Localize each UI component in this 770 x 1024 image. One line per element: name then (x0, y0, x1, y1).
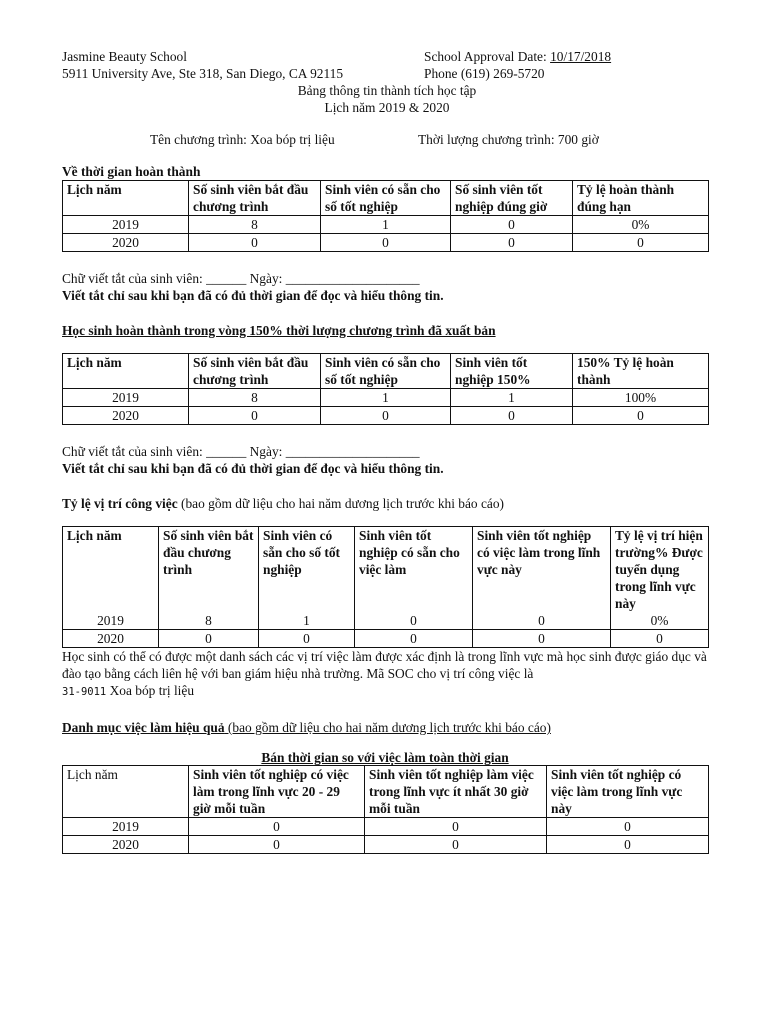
header-cell: Tỷ lệ vị trí hiện trường% Được tuyển dụng trong lĩnh vực này (611, 527, 709, 613)
year-cell: 2020 (63, 630, 159, 648)
year-cell: 2019 (63, 612, 159, 630)
value-cell: 0% (611, 612, 709, 630)
header-cell: Sinh viên tốt nghiệp có việc làm trong lĩnh vực này (473, 527, 611, 613)
gainful-header-row (63, 766, 709, 818)
header-cell: Số sinh viên bắt đầu chương trình (189, 354, 321, 389)
document-page (62, 48, 712, 854)
soc-name: Xoa bóp trị liệu (106, 683, 195, 698)
value-cell: 0 (451, 234, 573, 252)
value-cell: 0 (189, 818, 365, 836)
gainful-group-header: Bán thời gian so với việc làm toàn thời gian (261, 750, 509, 765)
value-cell: 8 (189, 389, 321, 407)
placement-table (62, 526, 709, 648)
value-cell: 0 (355, 612, 473, 630)
value-cell: 0 (451, 407, 573, 425)
placement-title-text: Tỷ lệ vị trí công việc (62, 496, 178, 511)
header-cell: Sinh viên tốt nghiệp có sẵn cho việc làm (355, 527, 473, 613)
value-cell: 0 (355, 630, 473, 648)
value-cell: 0 (473, 612, 611, 630)
header-line-2 (62, 65, 712, 82)
school-address: 5911 University Ave, Ste 318, San Diego, CA 92115 (62, 66, 344, 81)
header-cell: Sinh viên có sẵn cho số tốt nghiệp (259, 527, 355, 613)
initials-note: Viết tắt chỉ sau khi bạn đã có đủ thời gian để đọc và hiểu thông tin. (62, 461, 444, 476)
value-cell: 1 (451, 389, 573, 407)
placement-note-text: Học sinh có thể có được một danh sách các vị trí việc làm được xác định là trong lĩnh vực mà học sinh được giáo dục và đào tạo bằng cách liên hệ với ban giám hiệu nhà trường. Mã SOC cho vị trí công việc là (62, 649, 707, 681)
value-cell: 0 (365, 818, 547, 836)
header-cell: Sinh viên tốt nghiệp có việc làm trong lĩnh vực này (547, 766, 709, 818)
calendar-years: Lịch năm 2019 & 2020 (324, 100, 450, 115)
header-cell: Sinh viên có sẵn cho số tốt nghiệp (321, 181, 451, 216)
header-cell: Lịch năm (63, 181, 189, 216)
placement-subtitle: (bao gồm dữ liệu cho hai năm dương lịch trước khi báo cáo) (177, 496, 505, 511)
year-cell: 2019 (63, 216, 189, 234)
year-cell: 2020 (63, 234, 189, 252)
student-initials-line: Chữ viết tắt của sinh viên: ______ Ngày: ____________________ (62, 271, 420, 286)
value-cell: 8 (159, 612, 259, 630)
header-cell: 150% Tỷ lệ hoàn thành (573, 354, 709, 389)
value-cell: 0 (259, 630, 355, 648)
value-cell: 0 (321, 407, 451, 425)
header-cell: Sinh viên tốt nghiệp 150% (451, 354, 573, 389)
value-cell: 0 (189, 407, 321, 425)
completion-header-row (63, 181, 709, 216)
table-row (63, 407, 709, 425)
soc-code: 31-9011 (62, 686, 107, 698)
header-cell: Lịch năm (63, 527, 159, 613)
student-initials-line: Chữ viết tắt của sinh viên: ______ Ngày: ____________________ (62, 444, 420, 459)
value-cell: 1 (321, 216, 451, 234)
table-row (63, 612, 709, 630)
value-cell: 0 (189, 234, 321, 252)
year-cell: 2020 (63, 836, 189, 854)
document-title: Bảng thông tin thành tích học tập (297, 83, 477, 98)
header-cell: Số sinh viên tốt nghiệp đúng giờ (451, 181, 573, 216)
table-row (63, 234, 709, 252)
year-cell: 2019 (63, 389, 189, 407)
program-length: Thời lượng chương trình: 700 giờ (418, 132, 599, 147)
header-cell: Sinh viên tốt nghiệp có việc làm trong lĩnh vực 20 - 29 giờ mỗi tuần (189, 766, 365, 818)
year-cell: 2020 (63, 407, 189, 425)
header-cell: Sinh viên tốt nghiệp làm việc trong lĩnh vực ít nhất 30 giờ mỗi tuần (365, 766, 547, 818)
header-cell: Sinh viên có sẵn cho số tốt nghiệp (321, 354, 451, 389)
value-cell: 0 (473, 630, 611, 648)
completion150-title-text: Học sinh hoàn thành trong vòng 150% thời lượng chương trình đã xuất bản (62, 323, 496, 338)
initials-note: Viết tắt chỉ sau khi bạn đã có đủ thời gian để đọc và hiểu thông tin. (62, 288, 444, 303)
completion150-section-title (62, 322, 712, 339)
program-name: Tên chương trình: Xoa bóp trị liệu (150, 132, 335, 147)
header-cell: Lịch năm (63, 766, 189, 818)
value-cell: 0 (547, 836, 709, 854)
approval-date: 10/17/2018 (550, 49, 612, 64)
value-cell: 0 (189, 836, 365, 854)
value-cell: 100% (573, 389, 709, 407)
gainful-table (62, 765, 709, 854)
value-cell: 1 (259, 612, 355, 630)
gainful-section-title (62, 719, 712, 736)
table-row (63, 818, 709, 836)
header-line-1 (62, 48, 712, 65)
completion-section-title: Về thời gian hoàn thành (62, 164, 201, 179)
gainful-title-text: Danh mục việc làm hiệu quả (62, 720, 225, 735)
placement-note (62, 648, 712, 701)
value-cell: 0 (159, 630, 259, 648)
table-row (63, 836, 709, 854)
value-cell: 0 (547, 818, 709, 836)
header-cell: Lịch năm (63, 354, 189, 389)
value-cell: 0 (321, 234, 451, 252)
table-row (63, 389, 709, 407)
table-row (63, 630, 709, 648)
value-cell: 8 (189, 216, 321, 234)
value-cell: 1 (321, 389, 451, 407)
value-cell: 0 (573, 407, 709, 425)
value-cell: 0 (573, 234, 709, 252)
school-phone: Phone (619) 269-5720 (424, 66, 545, 81)
header-cell: Số sinh viên bắt đầu chương trình (159, 527, 259, 613)
header-cell: Số sinh viên bắt đầu chương trình (189, 181, 321, 216)
completion150-header-row (63, 354, 709, 389)
value-cell: 0 (611, 630, 709, 648)
placement-header-row (63, 527, 709, 613)
school-name: Jasmine Beauty School (62, 49, 187, 64)
value-cell: 0 (365, 836, 547, 854)
completion-table (62, 180, 709, 252)
value-cell: 0% (573, 216, 709, 234)
header-cell: Tỷ lệ hoàn thành đúng hạn (573, 181, 709, 216)
year-cell: 2019 (63, 818, 189, 836)
approval-label: School Approval Date: (424, 49, 551, 64)
completion150-table (62, 353, 709, 425)
table-row (63, 216, 709, 234)
gainful-subtitle: (bao gồm dữ liệu cho hai năm dương lịch trước khi báo cáo) (224, 720, 551, 735)
approval-date-line (424, 48, 611, 65)
value-cell: 0 (451, 216, 573, 234)
program-info (62, 131, 712, 148)
placement-section-title (62, 495, 712, 512)
